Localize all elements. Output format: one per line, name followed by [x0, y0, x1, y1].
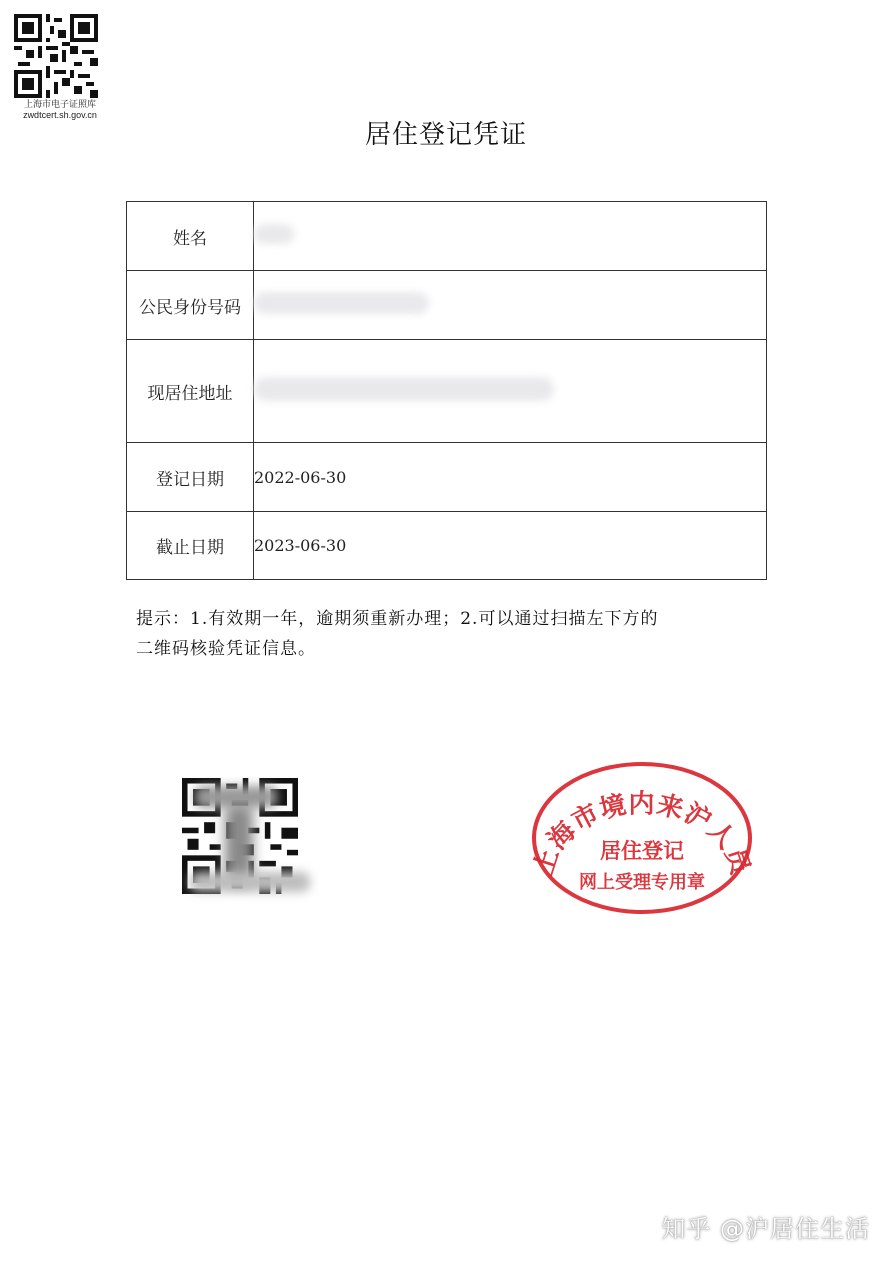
seal-line-1: 居住登记 — [600, 838, 684, 863]
note-line-2: 二维码核验凭证信息。 — [136, 639, 316, 659]
table-row — [127, 340, 767, 443]
name-value — [254, 202, 767, 271]
expiry-date-value: 2023-06-30 — [254, 512, 767, 580]
address-value — [254, 340, 767, 443]
watermark: 知乎 @沪居住生活 — [661, 1215, 870, 1243]
row-label: 截止日期 — [127, 512, 254, 580]
document-title: 居住登记凭证 — [364, 120, 527, 150]
row-label: 登记日期 — [127, 443, 254, 512]
official-seal-stamp — [528, 756, 756, 916]
seal-line-2: 网上受理专用章 — [579, 872, 705, 893]
row-label: 姓名 — [127, 202, 254, 271]
table-row — [127, 271, 767, 340]
svg-text:上海市境内来沪人员 — [529, 789, 756, 880]
qr-code-icon — [14, 14, 98, 98]
redacted-blur — [190, 872, 310, 892]
note — [136, 604, 776, 664]
redacted-blur — [254, 292, 429, 314]
id-number-value — [254, 271, 767, 340]
qr-caption-name: 上海市电子证照库 — [23, 99, 96, 109]
row-label: 公民身份号码 — [127, 271, 254, 340]
seal-arc-text: 上海市境内来沪人员 — [528, 789, 756, 880]
row-label: 现居住地址 — [127, 340, 254, 443]
table-row — [127, 202, 767, 271]
qr-caption-url: zwdtcert.sh.gov.cn — [23, 110, 97, 120]
registration-date-value: 2022-06-30 — [254, 443, 767, 512]
table-row — [127, 512, 767, 580]
redacted-blur — [254, 224, 294, 244]
note-line-1: 提示：1.有效期一年，逾期须重新办理；2.可以通过扫描左下方的 — [136, 609, 659, 629]
redacted-blur — [254, 377, 554, 401]
table-row — [127, 443, 767, 512]
info-table — [126, 201, 767, 580]
